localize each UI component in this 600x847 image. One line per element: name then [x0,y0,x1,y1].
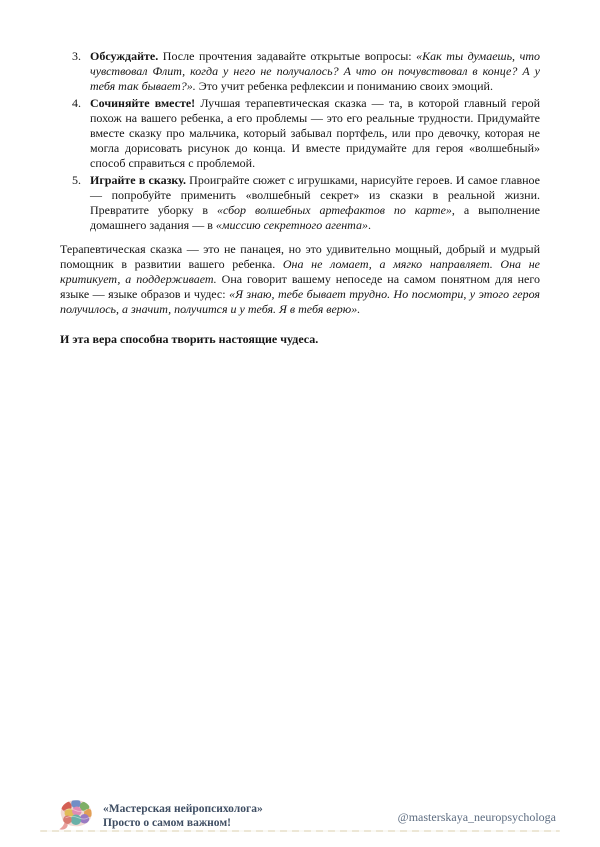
brand-text [103,797,263,830]
text-segment-normal: Она говорит вашему непоседе на самом понятном для него языке — языке образов и чудес: [60,272,540,301]
list-item-text [90,96,540,171]
text-segment-italic: Она не ломает, а мягко направляет. Она не критикует, а поддерживает. [60,257,540,286]
document-content [60,49,540,347]
closing-paragraph [60,242,540,317]
text-segment-italic: «сбор волшебных артефактов по карте» [216,203,452,217]
text-segment-normal: После прочтения задавайте открытые вопросы: [162,49,417,63]
list-item-number: 3. [72,49,81,63]
text-segment-normal: , а выполнение домашнего задания — в [90,203,541,232]
final-statement: И эта вера способна творить настоящие чудеса. [60,332,319,346]
text-segment-normal: Лучшая терапевтическая сказка — та, в которой главный герой похож на вашего ребенка, а его проблемы — это его реальные трудности. Придумайте вместе сказку про мальчика, который забывал портфель, или про девочку, которая не могла дорисовать рисунок до конца. И вместе придумайте для героя «волшебный» способ справиться с проблемой. [90,96,541,170]
list-item-number: 4. [72,96,81,110]
text-segment-normal: Это учит ребенка рефлексии и пониманию своих эмоций. [198,79,493,93]
brand-title: «Мастерская нейропсихолога» [103,803,263,815]
brain-logo-icon [56,797,94,833]
text-segment-normal: Проиграйте сюжет с игрушками, нарисуйте героев. И самое главное — попробуйте применить «волшебный секрет» из сказки в реальной жизни. Превратите уборку в [90,173,540,217]
text-segment-italic: «Как ты думаешь, что чувствовал Флит, когда у него не получалось? А что он почувствовал в конце? А у тебя так бывает?». [90,49,540,93]
footer-divider-line [40,830,560,832]
text-segment-normal: Терапевтическая сказка — это не панацея, но это удивительно мощный, добрый и мудрый помощник в развитии вашего ребенка. [60,242,540,271]
text-segment-italic: «миссию секретного агента» [215,218,368,232]
list-item-text [90,49,540,94]
brand-tagline: Просто о самом важном! [103,817,231,829]
list-item [60,96,540,171]
social-handle[interactable]: @masterskaya_neuropsychologa [397,810,556,824]
list-item [60,49,540,94]
list-item-number: 5. [72,173,81,187]
text-segment-normal: . [367,218,371,232]
text-segment-italic: «Я знаю, тебе бывает трудно. Но посмотри, у этого героя получилось, а значит, получится и у тебя. Я в тебя верю». [60,287,540,316]
page-footer [56,797,556,833]
text-segment-bold: Сочиняйте вместе! [90,96,201,110]
text-segment-bold: Обсуждайте. [90,49,163,63]
list-item-text [90,173,540,233]
numbered-list [60,49,540,233]
list-item [60,173,540,233]
text-segment-bold: Играйте в сказку. [90,173,190,187]
